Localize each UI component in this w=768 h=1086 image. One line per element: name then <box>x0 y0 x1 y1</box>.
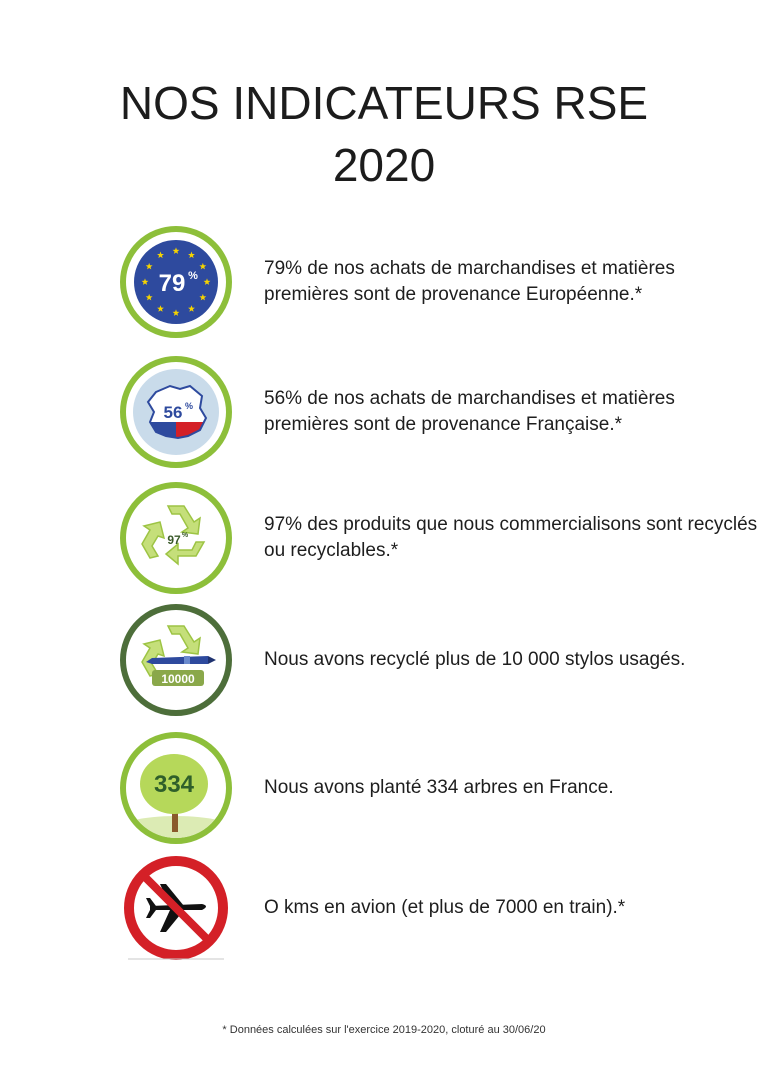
indicator-travel-text: O kms en avion (et plus de 7000 en train).* <box>264 897 626 918</box>
indicator-pens <box>120 604 760 716</box>
badge-79: 79 <box>158 270 186 297</box>
recycle-icon <box>120 482 232 594</box>
svg-text:%: % <box>188 270 198 282</box>
footnote: * Données calculées sur l'exercice 2019-2020, cloturé au 30/06/20 <box>222 1024 546 1036</box>
recycle-pen-icon <box>120 604 232 716</box>
indicator-france <box>120 356 760 468</box>
france-map-icon <box>120 356 232 468</box>
badge-10000: 10000 <box>161 672 195 686</box>
indicator-recycling <box>120 482 760 594</box>
indicator-pens-text: Nous avons recyclé plus de 10 000 stylos usagés. <box>264 649 686 670</box>
svg-text:%: % <box>184 401 194 411</box>
badge-334: 334 <box>153 771 195 798</box>
badge-56: 56 <box>163 403 183 422</box>
tree-icon <box>120 732 232 844</box>
indicator-france-text: 56% de nos achats de marchandises et matières premières sont de provenance Française.* <box>264 388 675 435</box>
eu-flag-icon <box>120 226 232 338</box>
title-line2: 2020 <box>332 139 436 191</box>
title-line1: NOS INDICATEURS RSE <box>119 77 649 129</box>
svg-text:%: % <box>181 532 189 539</box>
indicator-eu-text: 79% de nos achats de marchandises et matières premières sont de provenance Européenne.* <box>264 258 675 305</box>
indicator-eu <box>120 226 760 338</box>
indicator-trees-text: Nous avons planté 334 arbres en France. <box>264 777 614 798</box>
indicator-trees <box>120 732 760 844</box>
badge-97: 97 <box>167 533 181 547</box>
indicator-recycling-text: 97% des produits que nous commercialisons sont recyclés ou recyclables.* <box>264 514 758 561</box>
page-title <box>0 72 768 196</box>
no-plane-icon <box>120 852 232 964</box>
indicator-travel <box>120 852 760 964</box>
